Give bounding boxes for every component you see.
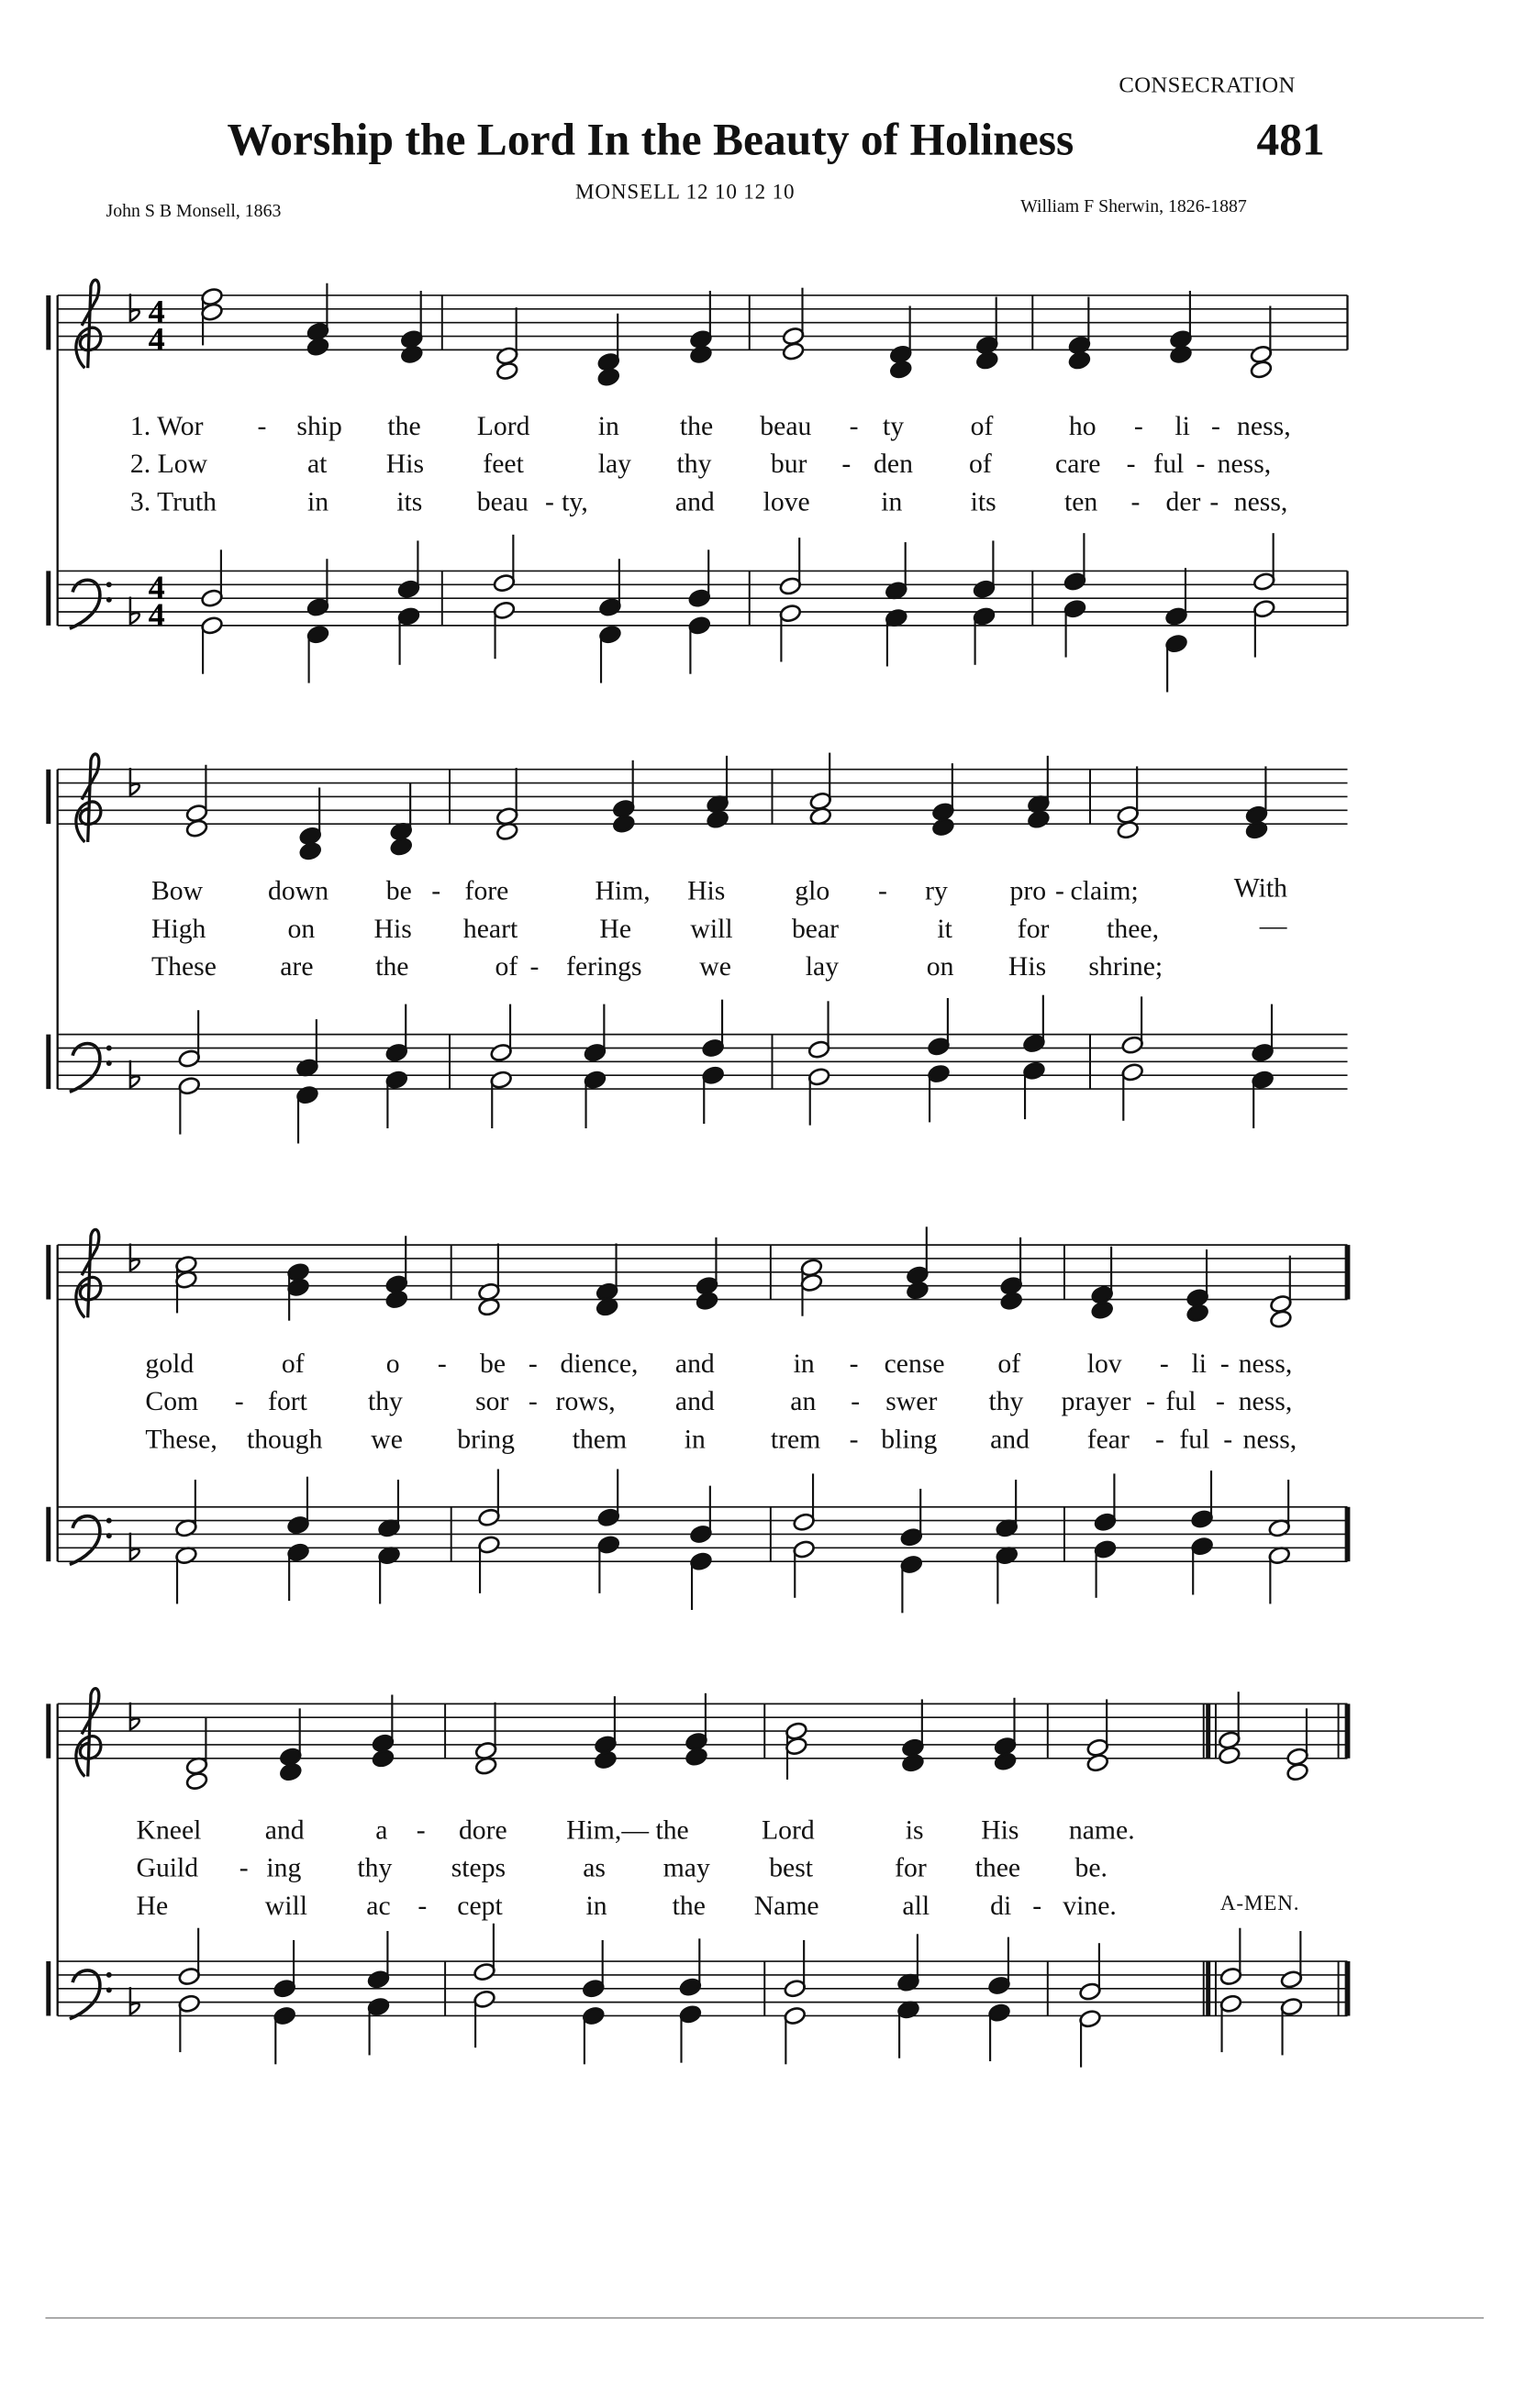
quarter-note <box>612 814 635 834</box>
lyric: thy <box>988 1385 1024 1416</box>
quarter-note <box>696 1291 718 1311</box>
lyric: li <box>1174 410 1190 441</box>
lyric: - <box>849 410 859 441</box>
lyric: rows, <box>555 1385 616 1416</box>
bass-clef <box>70 1516 100 1565</box>
lyric: 3. Truth <box>129 485 217 516</box>
lyric: thee <box>974 1852 1021 1883</box>
lyric: ry <box>925 875 948 906</box>
lyric: best <box>769 1852 814 1883</box>
lyric: sor <box>475 1385 509 1416</box>
lyric: di <box>990 1890 1012 1921</box>
lyric: ful <box>1179 1423 1210 1454</box>
flat-sign <box>130 1243 139 1271</box>
lyric: in <box>597 410 619 441</box>
bass-clef <box>70 1044 100 1093</box>
lyric: Kneel <box>136 1814 202 1845</box>
lyric: is <box>905 1814 924 1845</box>
lyric: in <box>585 1890 607 1921</box>
bass-clef-dot <box>106 1518 112 1524</box>
treble-clef <box>76 1689 101 1777</box>
lyric: - <box>528 1348 538 1379</box>
flat-sign <box>130 1060 139 1088</box>
lyric: ness, <box>1242 1423 1297 1454</box>
lyric: - <box>1223 1423 1233 1454</box>
lyric: bling <box>881 1423 938 1454</box>
quarter-note <box>299 841 322 861</box>
lyric: - <box>1146 1385 1155 1416</box>
lyric: the <box>387 410 421 441</box>
quarter-note <box>597 367 620 387</box>
lyric: of <box>495 950 518 982</box>
lyric: - <box>841 448 852 479</box>
lyric: - <box>1219 1348 1230 1379</box>
lyric: in <box>684 1423 706 1454</box>
bass-clef <box>70 1970 100 2019</box>
quarter-note <box>1091 1300 1114 1320</box>
lyric: dore <box>458 1814 507 1845</box>
lyric: fort <box>268 1385 307 1416</box>
lyric: of <box>970 410 994 441</box>
quarter-note <box>390 837 413 857</box>
half-note <box>495 361 518 382</box>
lyric: beau <box>476 485 529 516</box>
quarter-note <box>594 1750 617 1770</box>
lyric: His <box>981 1814 1019 1845</box>
lyric: der <box>1165 485 1201 516</box>
lyric: though <box>246 1423 323 1454</box>
quarter-note <box>1000 1291 1023 1311</box>
quarter-note <box>901 1753 924 1773</box>
lyric: With <box>1233 871 1287 903</box>
flat-sign <box>130 294 139 321</box>
quarter-note <box>685 1747 707 1767</box>
lyric: ful <box>1153 448 1185 479</box>
lyric: - <box>849 1348 859 1379</box>
lyric: lay <box>805 950 840 982</box>
lyric: claim; <box>1070 875 1139 906</box>
lyric: we <box>371 1423 403 1454</box>
lyric: High <box>151 913 206 944</box>
half-note <box>1286 1762 1308 1782</box>
lyric: as <box>583 1852 606 1883</box>
quarter-note <box>706 809 729 829</box>
half-note <box>185 818 208 838</box>
bass-clef-dot <box>106 1987 112 1992</box>
lyric: Him, <box>595 875 651 906</box>
lyric: will <box>690 913 733 944</box>
lyric: and <box>264 1814 305 1845</box>
lyric: ferings <box>566 950 642 982</box>
lyric: glo <box>795 875 830 906</box>
lyric: - <box>545 485 554 516</box>
hymn-category: CONSECRATION <box>1119 73 1296 99</box>
lyric: lov <box>1086 1348 1122 1379</box>
quarter-note <box>1068 350 1091 371</box>
quarter-note <box>306 337 329 357</box>
lyric: will <box>264 1890 307 1921</box>
quarter-note <box>906 1281 929 1301</box>
lyric: and <box>674 485 715 516</box>
lyric: and <box>990 1423 1030 1454</box>
lyric: cense <box>884 1348 945 1379</box>
half-note <box>1250 360 1273 380</box>
quarter-note <box>994 1751 1017 1771</box>
lyric: be <box>385 875 412 906</box>
flat-sign <box>130 768 139 795</box>
lyric: His <box>373 913 412 944</box>
quarter-note <box>400 345 423 365</box>
lyric: Lord <box>761 1814 815 1845</box>
lyric: all <box>902 1890 930 1921</box>
lyric: ness, <box>1217 448 1272 479</box>
quarter-note <box>975 350 998 371</box>
quarter-note <box>1027 809 1050 829</box>
lyric: and <box>674 1348 715 1379</box>
quarter-note <box>1169 345 1192 365</box>
bass-clef-dot <box>106 582 112 587</box>
quarter-note <box>372 1748 395 1769</box>
lyric: ho <box>1068 410 1097 441</box>
lyric: for <box>895 1852 927 1883</box>
lyric: - <box>1126 448 1136 479</box>
lyric: are <box>280 950 314 982</box>
lyric: the <box>672 1890 706 1921</box>
bass-clef-dot <box>106 1972 112 1978</box>
lyric: its <box>396 485 423 516</box>
lyric: - <box>1032 1890 1042 1921</box>
quarter-note <box>931 817 954 838</box>
lyric: Bow <box>151 875 204 906</box>
flat-sign <box>130 1703 139 1730</box>
treble-clef <box>76 280 101 368</box>
time-signature-bottom: 4 <box>148 320 165 358</box>
half-note <box>185 1771 208 1792</box>
lyric: - <box>528 1385 538 1416</box>
lyric: - <box>529 950 540 982</box>
lyric: feet <box>483 448 524 479</box>
lyric: on <box>926 950 954 982</box>
quarter-note <box>1186 1304 1208 1324</box>
lyric: den <box>874 448 913 479</box>
bass-clef <box>70 580 100 628</box>
composer: William F Sherwin, 1826-1887 <box>1020 194 1247 217</box>
lyric: trem <box>770 1423 821 1454</box>
bass-clef-dot <box>106 1533 112 1538</box>
quarter-note <box>279 1762 302 1782</box>
hymn-number: 481 <box>1256 115 1325 165</box>
half-note <box>1218 1746 1241 1766</box>
time-signature-bottom: 4 <box>148 595 165 633</box>
quarter-note <box>385 1290 408 1310</box>
lyric: - <box>1215 1385 1225 1416</box>
lyric: - <box>1133 410 1143 441</box>
lyric: ful <box>1165 1385 1197 1416</box>
lyric: Lord <box>476 410 530 441</box>
lyric: it <box>937 913 952 944</box>
lyric: down <box>268 875 329 906</box>
treble-clef <box>76 1229 101 1317</box>
lyric: in <box>793 1348 815 1379</box>
lyric: - <box>1130 485 1141 516</box>
lyric: shrine; <box>1088 950 1163 982</box>
treble-clef <box>76 754 101 842</box>
lyric: the <box>375 950 409 982</box>
half-note <box>782 341 805 361</box>
lyric: — <box>1259 910 1287 941</box>
lyric: bring <box>457 1423 515 1454</box>
lyric: li <box>1191 1348 1208 1379</box>
lyric: its <box>970 485 996 516</box>
lyric: beau <box>760 410 812 441</box>
lyric: bear <box>791 913 840 944</box>
lyric: ness, <box>1238 1348 1293 1379</box>
lyric: care <box>1055 448 1101 479</box>
lyric: - <box>234 1385 244 1416</box>
lyric: at <box>306 448 328 479</box>
half-note <box>1086 1753 1109 1773</box>
lyric: - <box>1159 1348 1169 1379</box>
lyric: name. <box>1068 1814 1135 1845</box>
lyric: - <box>849 1423 859 1454</box>
lyric: dience, <box>560 1348 639 1379</box>
lyric: ty <box>882 410 905 441</box>
lyric: ten <box>1063 485 1098 516</box>
lyric: - <box>239 1852 249 1883</box>
half-note <box>1269 1309 1292 1329</box>
bass-clef-dot <box>106 1046 112 1051</box>
lyric: fear <box>1086 1423 1130 1454</box>
lyric: fore <box>464 875 509 906</box>
lyric: - <box>878 875 887 906</box>
lyric: - <box>257 410 267 441</box>
lyric: prayer <box>1061 1385 1131 1416</box>
quarter-note <box>889 360 912 380</box>
text-author: John S B Monsell, 1863 <box>106 199 282 222</box>
lyric: - <box>851 1385 861 1416</box>
lyric: we <box>699 950 731 982</box>
lyric: 1. Wor <box>129 410 204 441</box>
lyric: lay <box>597 448 632 479</box>
lyric: o <box>385 1348 400 1379</box>
lyric: may <box>662 1852 710 1883</box>
bass-clef-dot <box>106 1060 112 1066</box>
lyric: bur <box>770 448 807 479</box>
lyric: Com <box>145 1385 199 1416</box>
lyric: steps <box>451 1852 507 1883</box>
lyric: be. <box>1074 1852 1108 1883</box>
lyric: He <box>136 1890 169 1921</box>
lyric: ness, <box>1233 485 1288 516</box>
lyric: 2. Low <box>129 448 208 479</box>
flat-sign <box>130 596 139 624</box>
lyric: in <box>306 485 329 516</box>
lyric: swer <box>885 1385 938 1416</box>
lyric: These, <box>145 1423 217 1454</box>
lyric: - <box>437 1348 447 1379</box>
lyric: and <box>674 1385 715 1416</box>
lyric: thee, <box>1107 913 1160 944</box>
lyric: - <box>431 875 441 906</box>
lyric: them <box>572 1423 628 1454</box>
lyric: thy <box>367 1385 403 1416</box>
lyric: the <box>679 410 714 441</box>
lyric: Name <box>753 1890 819 1921</box>
lyric: His <box>687 875 726 906</box>
lyric: of <box>969 448 992 479</box>
lyric: an <box>790 1385 817 1416</box>
bass-clef-dot <box>106 597 112 603</box>
time-signature-top: 4 <box>148 293 165 330</box>
quarter-note <box>689 345 712 365</box>
lyric: These <box>151 950 217 982</box>
lyric: heart <box>462 913 518 944</box>
lyric: of <box>281 1348 305 1379</box>
lyric: - <box>1209 485 1219 516</box>
lyric: His <box>1007 950 1047 982</box>
footer-rule <box>46 2317 1485 2319</box>
lyric: - <box>1196 448 1206 479</box>
tune-name-meter: MONSELL 12 10 12 10 <box>575 182 796 205</box>
half-note <box>1117 820 1140 840</box>
lyric: for <box>1017 913 1050 944</box>
lyric: - <box>1154 1423 1164 1454</box>
lyric: of <box>997 1348 1021 1379</box>
quarter-note <box>1245 820 1268 840</box>
lyric: His <box>385 448 425 479</box>
lyric: love <box>763 485 810 516</box>
lyric: - <box>417 1890 428 1921</box>
lyric: on <box>287 913 316 944</box>
lyric: - <box>1211 410 1220 441</box>
lyric: Him,— the <box>566 1814 689 1845</box>
lyric: pro <box>1009 875 1047 906</box>
flat-sign <box>130 1533 139 1560</box>
lyric: ship <box>296 410 342 441</box>
lyric: He <box>599 913 632 944</box>
lyric: gold <box>145 1348 195 1379</box>
lyric: be <box>480 1348 507 1379</box>
hymn-title: Worship the Lord In the Beauty of Holiness <box>227 115 1074 165</box>
lyric: ness, <box>1238 1385 1293 1416</box>
lyric: Guild <box>136 1852 199 1883</box>
lyric: - <box>416 1814 426 1845</box>
lyric: thy <box>357 1852 393 1883</box>
lyric: cept <box>457 1890 503 1921</box>
lyric: a <box>375 1814 388 1845</box>
lyric: ty, <box>562 485 588 516</box>
amen: A-MEN. <box>1219 1892 1300 1916</box>
lyric: thy <box>676 448 712 479</box>
lyric: ness, <box>1237 410 1291 441</box>
lyric: - <box>1055 875 1064 906</box>
lyric: ing <box>266 1852 302 1883</box>
lyric: vine. <box>1063 1890 1117 1921</box>
flat-sign <box>130 1987 139 2014</box>
lyric: ac <box>366 1890 391 1921</box>
time-signature-top: 4 <box>148 569 165 606</box>
lyric: in <box>881 485 903 516</box>
